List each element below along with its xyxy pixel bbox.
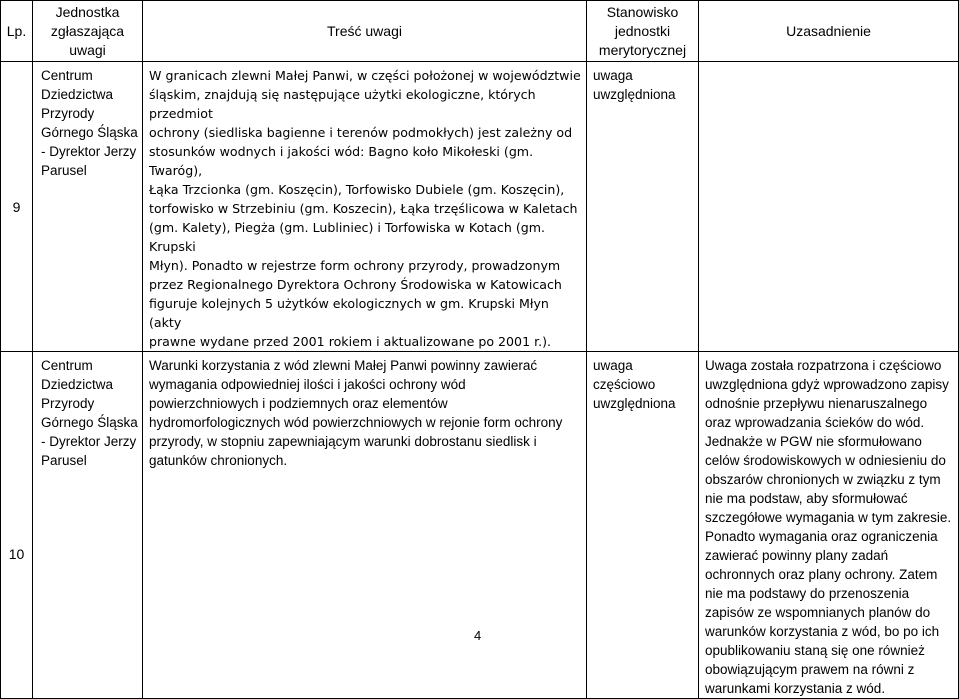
row-number: 10 bbox=[1, 352, 33, 699]
header-justification: Uzasadnienie bbox=[699, 1, 959, 62]
reporting-unit: Centrum Dziedzictwa Przyrody Górnego Śląska - Dyrektor Jerzy Parusel bbox=[33, 352, 143, 699]
header-position: Stanowisko jednostki merytorycznej bbox=[587, 1, 699, 62]
table-row bbox=[1, 352, 959, 699]
unit-position: uwaga uwzględniona bbox=[587, 62, 699, 352]
unit-position: uwaga częściowo uwzględniona bbox=[587, 352, 699, 699]
header-lp: Lp. bbox=[1, 1, 33, 62]
header-org: Jednostka zgłaszająca uwagi bbox=[33, 1, 143, 62]
justification bbox=[699, 62, 959, 352]
table-row bbox=[1, 62, 959, 352]
remark-content: Warunki korzystania z wód zlewni Małej Panwi powinny zawierać wymagania odpowiedniej ilości i jakości ochrony wód powierzchniowych i podziemnych oraz elementów hydromorfologicznych wód powierzchniowych w rejonie form ochrony przyrody, w stopniu zapewniającym warunki dobrostanu siedlisk i gatunków chronionych. bbox=[143, 352, 587, 699]
row-number: 9 bbox=[1, 62, 33, 352]
reporting-unit: Centrum Dziedzictwa Przyrody Górnego Śląska - Dyrektor Jerzy Parusel bbox=[33, 62, 143, 352]
table-header-row bbox=[1, 1, 959, 62]
page-number: 4 bbox=[474, 628, 482, 643]
justification: Uwaga została rozpatrzona i częściowo uwzględniona gdyż wprowadzono zapisy odnośnie przepływu nienaruszalnego oraz wprowadzania ścieków do wód. Jednakże w PGW nie sformułowano celów środowiskowych w odniesieniu do obszarów chronionych w związku z tym nie ma podstaw, aby sformułować szczegółowe wymagania w tym zakresie. Ponadto wymagania oraz ograniczenia zawierać powinny plany zadań ochronnych oraz plany ochrony. Zatem nie ma podstawy do przenoszenia zapisów ze wspomnianych planów do warunków korzystania z wód, bo po ich opublikowaniu staną się one również obowiązującym prawem na równi z warunkami korzystania z wód. bbox=[699, 352, 959, 699]
remark-content: W granicach zlewni Małej Panwi, w części położonej w województwie śląskim, znajdują się następujące użytki ekologiczne, których przedmiot ochrony (siedliska bagienne i terenów podmokłych) jest zależny od stosunków wodnych i jakości wód: Bagno koło Mikołeski (gm. Twaróg), Łąka Trzcionka (gm. Koszęcin), Torfowisko Dubiele (gm. Koszęcin), torfowisko w Strzebiniu (gm. Koszecin), Łąka trzęślicowa w Kaletach (gm. Kalety), Piegża (gm. Lubliniec) i Torfowiska w Kotach (gm. Krupski Młyn). Ponadto w rejestrze form ochrony przyrody, prowadzonym przez Regionalnego Dyrektora Ochrony Środowiska w Katowicach figuruje kolejnych 5 użytków ekologicznych w gm. Krupski Młyn (akty prawne wydane przed 2001 rokiem i aktualizowane po 2001 r.). bbox=[143, 62, 587, 352]
header-content: Treść uwagi bbox=[143, 1, 587, 62]
